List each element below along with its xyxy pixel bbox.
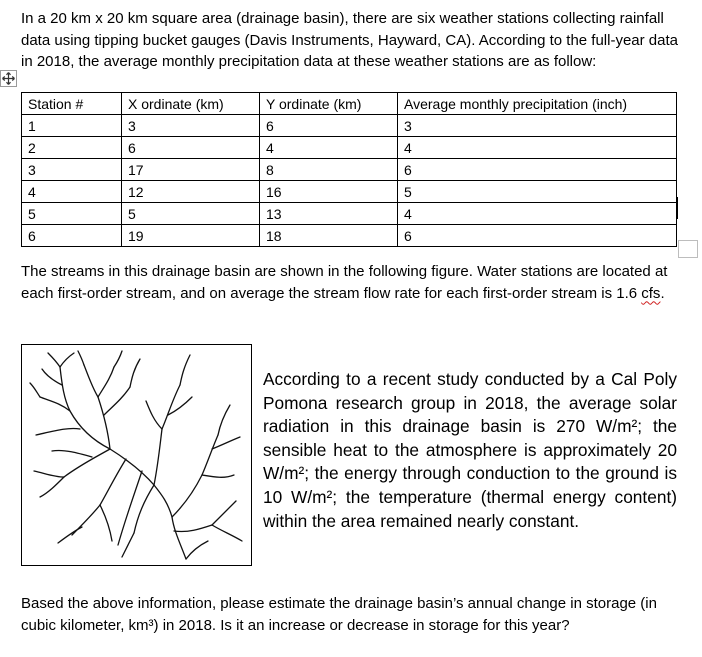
station-table [21, 92, 677, 247]
station-cell: 4 [22, 181, 122, 203]
streams-text-end: . [660, 284, 665, 302]
y-cell: 16 [260, 181, 398, 203]
x-cell: 3 [122, 115, 260, 137]
table-header-row [22, 93, 677, 115]
precip-cell: 6 [398, 159, 677, 181]
precip-cell: 4 [398, 137, 677, 159]
x-cell: 17 [122, 159, 260, 181]
streams-text: The streams in this drainage basin are shown in the following figure. Water stations are located at each first-order stream, and on average the stream flow rate for each first-order stream is 1.6 [21, 263, 668, 302]
header-x-ordinate: X ordinate (km) [122, 93, 260, 115]
y-cell: 4 [260, 137, 398, 159]
header-station: Station # [22, 93, 122, 115]
x-cell: 6 [122, 137, 260, 159]
streams-paragraph [21, 261, 685, 304]
intro-paragraph: In a 20 km x 20 km square area (drainage basin), there are six weather stations collecting rainfall data using tipping bucket gauges (Davis Instruments, Hayward, CA). According to the full-year data in 2018, the average monthly precipitation data at these weather stations are as follow: [21, 10, 679, 70]
precip-cell: 5 [398, 181, 677, 203]
table-move-handle-icon[interactable] [0, 70, 17, 87]
station-cell: 6 [22, 225, 122, 247]
table-resize-handle-icon[interactable] [678, 240, 698, 258]
precip-cell: 3 [398, 115, 677, 137]
table-row [22, 181, 677, 203]
station-cell: 2 [22, 137, 122, 159]
spelling-flagged-word[interactable]: cfs [641, 284, 661, 302]
question-paragraph: Based the above information, please estimate the drainage basin’s annual change in storage (in cubic kilometer, km³) in 2018. Is it an increase or decrease in storage for this year? [21, 595, 657, 634]
precip-cell: 6 [398, 225, 677, 247]
y-cell: 6 [260, 115, 398, 137]
precip-cell: 4 [398, 203, 677, 225]
y-cell: 13 [260, 203, 398, 225]
y-cell: 8 [260, 159, 398, 181]
table-border-marker [677, 197, 678, 219]
x-cell: 5 [122, 203, 260, 225]
table-row [22, 203, 677, 225]
header-y-ordinate: Y ordinate (km) [260, 93, 398, 115]
station-cell: 5 [22, 203, 122, 225]
y-cell: 18 [260, 225, 398, 247]
table-row [22, 159, 677, 181]
table-row [22, 115, 677, 137]
stream-network-figure [21, 344, 252, 566]
station-cell: 1 [22, 115, 122, 137]
x-cell: 19 [122, 225, 260, 247]
table-row [22, 137, 677, 159]
solar-radiation-paragraph: According to a recent study conducted by a Cal Poly Pomona research group in 2018, the average solar radiation in this drainage basin is 270 W/m²; the sensible heat to the atmosphere is approximately 20 W/m²; the energy through conduction to the ground is 10 W/m²; the temperature (thermal energy content) within the area remained nearly constant. [263, 369, 677, 531]
x-cell: 12 [122, 181, 260, 203]
header-precipitation: Average monthly precipitation (inch) [398, 93, 677, 115]
station-cell: 3 [22, 159, 122, 181]
table-row [22, 225, 677, 247]
